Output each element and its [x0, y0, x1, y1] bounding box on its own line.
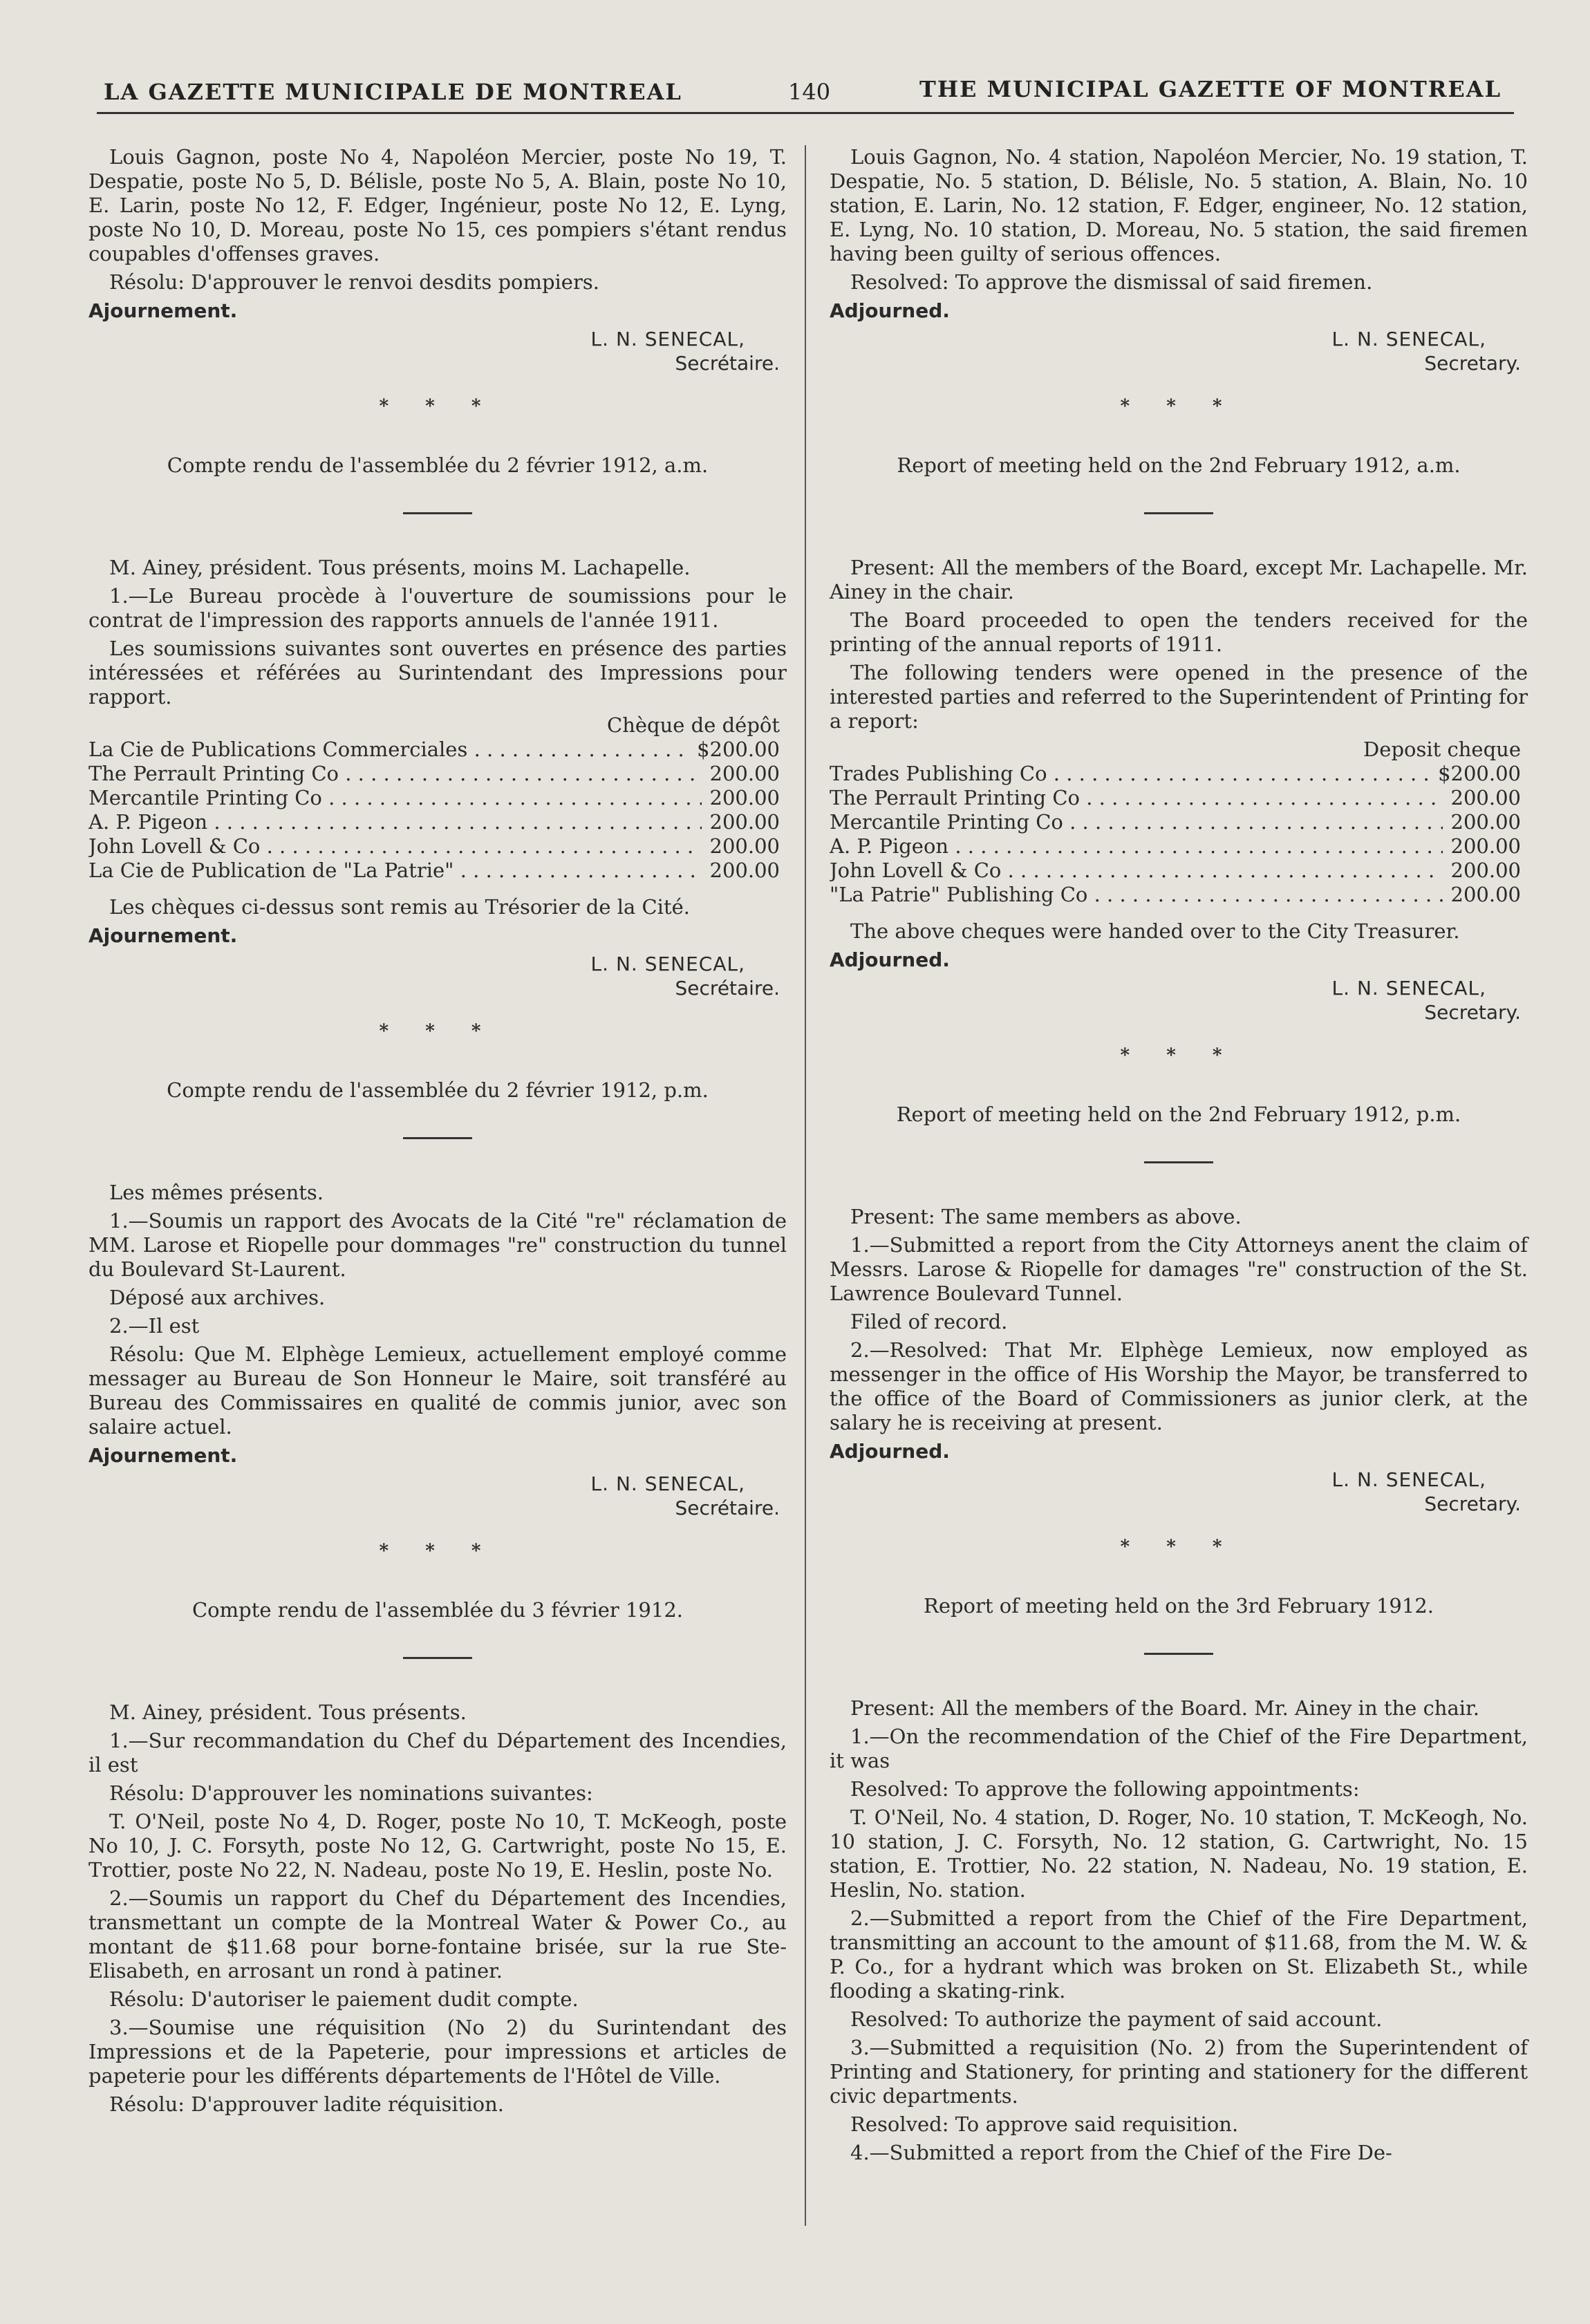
adjournment: Ajournement.	[88, 1444, 238, 1467]
short-rule	[403, 512, 472, 514]
paragraph: The following tenders were opened in the presence of the interested parties and referred to the Superintendent of Printing for a report:	[830, 661, 1528, 733]
paragraph: 1.—Le Bureau procède à l'ouverture de soumissions pour le contrat de l'impression des rapports annuels de l'année 1911.	[88, 584, 787, 632]
paragraph: T. O'Neil, poste No 4, D. Roger, poste No 10, T. McKeogh, poste No 10, J. C. Forsyth, poste No 12, G. Cartwright, poste No 15, E. Trottier, poste No 22, N. Nadeau, poste No 19, E. Heslin, poste No.	[88, 1810, 787, 1882]
tender-amount: 200.00	[709, 762, 780, 785]
adjournment: Adjourned.	[830, 1440, 950, 1463]
tenders-table	[88, 713, 787, 883]
section-separator: * * *	[1120, 396, 1237, 417]
report-heading: Compte rendu de l'assemblée du 2 février 1912, p.m.	[167, 1078, 709, 1102]
resolution: Résolu: Que M. Elphège Lemieux, actuellement employé comme messager au Bureau de Son Honneur le Maire, soit transféré au Bureau des Commissaires en qualité de commis junior, avec son salaire actuel.	[88, 1342, 787, 1439]
tender-name: The Perrault Printing Co . . .	[830, 786, 1443, 810]
signature-name: L. N. SENECAL,	[1331, 328, 1486, 350]
tender-amount: 200.00	[709, 834, 780, 858]
tenders-header: Chèque de dépôt	[607, 713, 780, 737]
section-separator: * * *	[1120, 1045, 1237, 1066]
table-row	[88, 810, 787, 834]
adjournment: Ajournement.	[88, 299, 238, 322]
short-rule	[403, 1137, 472, 1139]
signature-title: Secrétaire.	[675, 1497, 780, 1519]
english-column	[830, 145, 1528, 2169]
paragraph: 4.—Submitted a report from the Chief of the Fire De-	[850, 2141, 1392, 2164]
tender-name: A. P. Pigeon . . .	[830, 834, 1443, 859]
tender-amount: $200.00	[1438, 762, 1521, 785]
paragraph: Present: All the members of the Board. Mr. Ainey in the chair.	[850, 1696, 1479, 1720]
signature-name: L. N. SENECAL,	[1331, 1468, 1486, 1491]
tenders-table	[830, 738, 1528, 907]
resolution: Résolu: D'autoriser le paiement dudit compte.	[109, 1987, 579, 2011]
signature-name: L. N. SENECAL,	[590, 328, 745, 350]
tender-name: "La Patrie" Publishing Co . . .	[830, 883, 1443, 907]
table-row	[830, 762, 1528, 786]
paragraph: Present: All the members of the Board, except Mr. Lachapelle. Mr. Ainey in the chair.	[830, 556, 1528, 603]
resolution: Resolved: To approve said requisition.	[850, 2112, 1239, 2136]
header-rule	[97, 112, 1514, 114]
paragraph: 1.—Submitted a report from the City Attorneys anent the claim of Messrs. Larose & Riopelle for damages "re" construction of the St. Lawrence Boulevard Tunnel.	[830, 1233, 1528, 1305]
paragraph: 2.—Soumis un rapport du Chef du Département des Incendies, transmettant un compte de la Montreal Water & Power Co., au montant de $11.68 pour borne-fontaine brisée, sur la rue Ste-Elisabeth, en arrosant un rond à patiner.	[88, 1886, 787, 1983]
page-header	[0, 72, 1590, 127]
signature-name: L. N. SENECAL,	[590, 1472, 745, 1495]
tender-amount: 200.00	[1450, 834, 1521, 858]
short-rule	[1144, 1161, 1213, 1163]
paragraph: The Board proceeded to open the tenders received for the printing of the annual reports of 1911.	[830, 608, 1528, 656]
paragraph: Louis Gagnon, No. 4 station, Napoléon Mercier, No. 19 station, T. Despatie, No. 5 station, D. Bélisle, No. 5 station, A. Blain, No. 10 station, E. Larin, No. 12 station, F. Edger, engineer, No. 12 station, E. Lyng, No. 10 station, D. Moreau, No. 5 station, the said firemen having been guilty of serious offences.	[830, 145, 1528, 265]
paragraph: 1.—On the recommendation of the Chief of the Fire Department, it was	[830, 1725, 1528, 1772]
table-row	[830, 786, 1528, 810]
paragraph: 1.—Sur recommandation du Chef du Département des Incendies, il est	[88, 1729, 787, 1777]
signature-name: L. N. SENECAL,	[1331, 977, 1486, 1000]
tender-name: A. P. Pigeon . . .	[88, 810, 702, 834]
short-rule	[403, 1657, 472, 1659]
table-row	[88, 786, 787, 810]
tender-amount: 200.00	[1450, 859, 1521, 882]
table-row	[88, 738, 787, 762]
paragraph: 3.—Submitted a requisition (No. 2) from the Superintendent of Printing and Stationery, for printing and stationery for the different civic departments.	[830, 2036, 1528, 2108]
resolution: 2.—Resolved: That Mr. Elphège Lemieux, now employed as messenger in the office of His Worship the Mayor, be transferred to the office of the Board of Commissioners as junior clerk, at the salary he is receiving at present.	[830, 1338, 1528, 1434]
adjournment: Adjourned.	[830, 948, 950, 971]
resolution: Resolved: To authorize the payment of said account.	[850, 2007, 1383, 2031]
paragraph: Les soumissions suivantes sont ouvertes en présence des parties intéressées et référées au Surintendant des Impressions pour rapport.	[88, 637, 787, 709]
report-heading: Compte rendu de l'assemblée du 3 février 1912.	[191, 1598, 683, 1622]
signature-title: Secretary.	[1424, 1492, 1521, 1515]
table-row	[830, 859, 1528, 883]
tender-name: La Cie de Publications Commerciales . . .	[88, 738, 689, 762]
french-column	[88, 145, 787, 2121]
paragraph: Les mêmes présents.	[109, 1181, 324, 1204]
paragraph: 3.—Soumise une réquisition (No 2) du Surintendant des Impressions et de la Papeterie, pour impressions et articles de papeterie pour les différents départements de l'Hôtel de Ville.	[88, 2016, 787, 2088]
tender-name: John Lovell & Co . . .	[88, 834, 702, 859]
header-title-english: THE MUNICIPAL GAZETTE OF MONTREAL	[919, 76, 1502, 102]
table-row	[88, 834, 787, 859]
signature-title: Secretary.	[1424, 1001, 1521, 1024]
adjournment: Adjourned.	[830, 299, 950, 322]
tender-amount: 200.00	[1450, 883, 1521, 906]
paragraph: 2.—Submitted a report from the Chief of the Fire Department, transmitting an account to the amount of $11.68, from the M. W. & P. Co., for a hydrant which was broken on St. Elizabeth St., while flooding a skating-rink.	[830, 1906, 1528, 2003]
report-heading: Report of meeting held on the 2nd February 1912, a.m.	[897, 453, 1461, 477]
report-heading: Compte rendu de l'assemblée du 2 février 1912, a.m.	[167, 453, 709, 477]
resolution: Resolved: To approve the dismissal of said firemen.	[850, 270, 1373, 294]
report-heading: Report of meeting held on the 3rd February 1912.	[923, 1594, 1434, 1618]
column-divider	[805, 145, 806, 2226]
paragraph: 1.—Soumis un rapport des Avocats de la Cité "re" réclamation de MM. Larose et Riopelle pour dommages "re" construction du tunnel du Boulevard St-Laurent.	[88, 1209, 787, 1281]
tender-amount: 200.00	[1450, 786, 1521, 809]
tender-amount: $200.00	[697, 738, 780, 761]
paragraph: Filed of record.	[850, 1310, 1008, 1333]
table-row	[830, 810, 1528, 834]
tenders-header: Deposit cheque	[1363, 738, 1521, 761]
tender-amount: 200.00	[709, 810, 780, 834]
signature-name: L. N. SENECAL,	[590, 953, 745, 975]
page-number: 140	[788, 79, 831, 105]
tender-name: Mercantile Printing Co . . .	[88, 786, 702, 810]
tender-amount: 200.00	[709, 786, 780, 809]
section-separator: * * *	[379, 1021, 496, 1042]
short-rule	[1144, 512, 1213, 514]
paragraph: The above cheques were handed over to the City Treasurer.	[850, 919, 1460, 943]
tender-amount: 200.00	[1450, 810, 1521, 834]
short-rule	[1144, 1653, 1213, 1655]
paragraph: M. Ainey, président. Tous présents.	[109, 1700, 467, 1724]
tender-name: The Perrault Printing Co . . .	[88, 762, 702, 786]
resolution: Résolu: D'approuver le renvoi desdits pompiers.	[109, 270, 599, 294]
tender-name: John Lovell & Co . . .	[830, 859, 1443, 883]
section-separator: * * *	[1120, 1537, 1237, 1557]
paragraph: Déposé aux archives.	[109, 1286, 326, 1309]
header-title-french: LA GAZETTE MUNICIPALE DE MONTREAL	[104, 79, 682, 105]
paragraph: Louis Gagnon, poste No 4, Napoléon Mercier, poste No 19, T. Despatie, poste No 5, D. Bélisle, poste No 5, A. Blain, poste No 10, E. Larin, poste No 12, F. Edger, Ingénieur, poste No 12, E. Lyng, poste No 10, D. Moreau, poste No 15, ces pompiers s'étant rendus coupables d'offenses graves.	[88, 145, 787, 265]
resolution: Résolu: D'approuver les nominations suivantes:	[109, 1781, 593, 1805]
table-row	[830, 834, 1528, 859]
signature-title: Secretary.	[1424, 352, 1521, 375]
table-row	[830, 883, 1528, 907]
table-row	[88, 859, 787, 883]
paragraph: M. Ainey, président. Tous présents, moins M. Lachapelle.	[109, 556, 691, 579]
adjournment: Ajournement.	[88, 924, 238, 947]
resolution: Resolved: To approve the following appointments:	[850, 1777, 1360, 1801]
tender-name: Trades Publishing Co . . .	[830, 762, 1430, 786]
signature-title: Secrétaire.	[675, 352, 780, 375]
paragraph: T. O'Neil, No. 4 station, D. Roger, No. 10 station, T. McKeogh, No. 10 station, J. C. Forsyth, No. 12 station, G. Cartwright, No. 15 station, E. Trottier, No. 22 station, N. Nadeau, No. 19 station, E. Heslin, No. station.	[830, 1806, 1528, 1902]
tender-name: La Cie de Publication de "La Patrie" . . .	[88, 859, 702, 883]
signature-title: Secrétaire.	[675, 977, 780, 1000]
section-separator: * * *	[379, 396, 496, 417]
paragraph: Present: The same members as above.	[850, 1205, 1242, 1228]
section-separator: * * *	[379, 1541, 496, 1562]
report-heading: Report of meeting held on the 2nd February 1912, p.m.	[896, 1103, 1461, 1126]
tender-name: Mercantile Printing Co . . .	[830, 810, 1443, 834]
tender-amount: 200.00	[709, 859, 780, 882]
resolution: Résolu: D'approuver ladite réquisition.	[109, 2092, 504, 2116]
paragraph: Les chèques ci-dessus sont remis au Trésorier de la Cité.	[109, 895, 690, 919]
paragraph: 2.—Il est	[109, 1314, 200, 1338]
table-row	[88, 762, 787, 786]
